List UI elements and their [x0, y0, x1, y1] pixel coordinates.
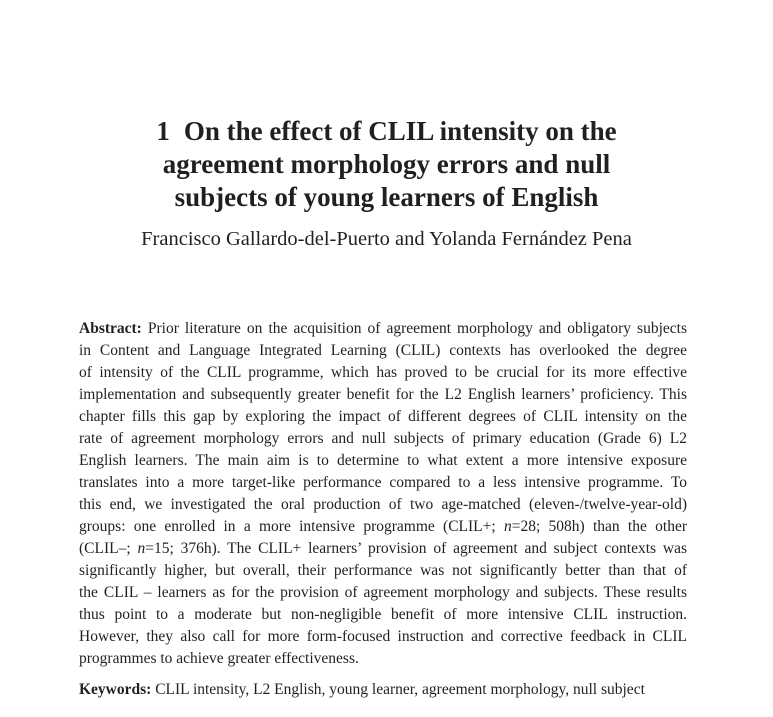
- abstract-line: this end, we investigated the oral production of two age-matched (eleven-/twelve-year-old): [79, 496, 687, 513]
- chapter-title-line-1: On the effect of CLIL intensity on the: [183, 116, 617, 146]
- abstract-line: implementation and subsequently greater benefit for the L2 English learners’ proficiency. This: [79, 386, 687, 403]
- abstract-line: the CLIL – learners as for the provision of agreement morphology and subjects. These results: [79, 584, 687, 601]
- keywords-label: Keywords:: [79, 681, 152, 698]
- abstract-line: programmes to achieve greater effectiveness.: [79, 650, 359, 667]
- abstract-label: Abstract:: [79, 320, 142, 337]
- abstract-line: in Content and Language Integrated Learning (CLIL) contexts has overlooked the degree: [79, 342, 687, 359]
- abstract-line: groups: one enrolled in a more intensive programme (CLIL+; n=28; 508h) than the other: [79, 518, 687, 535]
- chapter-number: 1: [156, 116, 170, 146]
- abstract-line: significantly higher, but overall, their performance was not significantly better than that of: [79, 562, 687, 579]
- keywords-text: CLIL intensity, L2 English, young learner, agreement morphology, null subject: [155, 681, 645, 698]
- abstract-line: However, they also call for more form-focused instruction and corrective feedback in CLIL: [79, 628, 687, 645]
- abstract-line: English learners. The main aim is to determine to what extent a more intensive exposure: [79, 452, 687, 469]
- abstract-line: of intensity of the CLIL programme, which has proved to be crucial for its more effective: [79, 364, 687, 381]
- chapter-title: [60, 115, 713, 214]
- chapter-title-line-3: subjects of young learners of English: [174, 182, 599, 212]
- abstract-line: Abstract: Prior literature on the acquisition of agreement morphology and obligatory subjects: [79, 320, 687, 337]
- authors: Francisco Gallardo-del-Puerto and Yolanda Fernández Pena: [141, 228, 632, 250]
- abstract-line: chapter fills this gap by exploring the impact of different degrees of CLIL intensity on the: [79, 408, 687, 425]
- abstract: [79, 318, 687, 670]
- abstract-line: translates into a more target-like performance compared to a less intensive programme. To: [79, 474, 687, 491]
- abstract-line: (CLIL–; n=15; 376h). The CLIL+ learners’ provision of agreement and subject contexts was: [79, 540, 687, 557]
- keywords: [79, 679, 699, 701]
- abstract-line: rate of agreement morphology errors and null subjects of primary education (Grade 6) L2: [79, 430, 687, 447]
- chapter-title-line-2: agreement morphology errors and null: [162, 149, 611, 179]
- abstract-line: thus point to a moderate but non-negligible benefit of more intensive CLIL instruction.: [79, 606, 687, 623]
